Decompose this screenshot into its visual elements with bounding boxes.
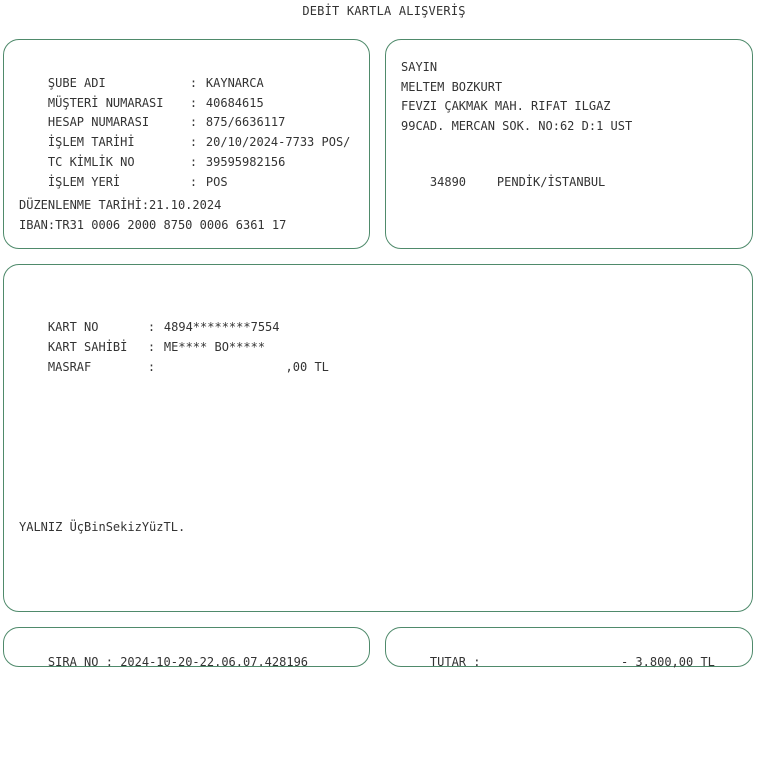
separator: : (147, 320, 156, 334)
iban: IBAN:TR31 0006 2000 8750 0006 6361 17 (19, 218, 287, 232)
account-number-value: 875/6636117 (205, 115, 286, 129)
separator: : (189, 96, 198, 110)
separator: : (189, 175, 198, 189)
separator: : (147, 360, 156, 374)
postal-code: 34890 (429, 175, 467, 189)
separator: : (189, 115, 198, 129)
separator: : (105, 655, 113, 669)
separator: : (189, 155, 198, 169)
document-title: DEBİT KARTLA ALIŞVERİŞ (302, 4, 466, 18)
transaction-place-label: İŞLEM YERİ (47, 175, 121, 189)
sequence-box (3, 627, 370, 667)
issue-date: DÜZENLENME TARİHİ:21.10.2024 (19, 198, 222, 212)
sequence-row (19, 638, 309, 669)
total-value: - 3.800,00 TL (620, 655, 715, 669)
tc-id-value: 39595982156 (205, 155, 286, 169)
total-row (401, 638, 715, 669)
branch-row (19, 138, 286, 169)
separator: : (189, 135, 198, 149)
customer-name: MELTEM BOZKURT (401, 80, 503, 94)
fee-label: MASRAF (47, 360, 92, 374)
branch-name-label: ŞUBE ADI (47, 76, 106, 90)
card-number-value: 4894********7554 (163, 320, 280, 334)
account-info-box (3, 39, 370, 249)
address-box (385, 39, 753, 249)
account-number-label: HESAP NUMARASI (47, 115, 150, 129)
card-number-label: KART NO (47, 320, 99, 334)
tc-id-label: TC KİMLİK NO (47, 155, 135, 169)
customer-number-label: MÜŞTERİ NUMARASI (47, 96, 164, 110)
fee-value: ,00 TL (285, 360, 329, 374)
transaction-date-value: 20/10/2024-7733 POS/ (205, 135, 351, 149)
branch-name-value: KAYNARCA (205, 76, 264, 90)
postal-city-row (401, 158, 606, 189)
total-box (385, 627, 753, 667)
card-holder-label: KART SAHİBİ (47, 340, 128, 354)
card-holder-value: ME**** BO***** (163, 340, 266, 354)
card-row (19, 323, 266, 354)
city: PENDİK/İSTANBUL (496, 175, 606, 189)
separator: : (147, 340, 156, 354)
card-row (19, 303, 280, 334)
separator: : (189, 76, 198, 90)
salutation: SAYIN (401, 60, 438, 74)
branch-row (19, 158, 228, 189)
branch-row (19, 79, 264, 110)
transaction-date-label: İŞLEM TARİHİ (47, 135, 135, 149)
branch-row (19, 118, 351, 149)
fee-row (19, 343, 329, 374)
address-line-1: FEVZI ÇAKMAK MAH. RIFAT ILGAZ (401, 99, 611, 113)
sequence-label: SIRA NO (47, 655, 99, 669)
branch-row (19, 98, 286, 129)
card-details-box (3, 264, 753, 612)
branch-row (19, 59, 264, 90)
total-label: TUTAR : (429, 655, 481, 669)
sequence-value: 2024-10-20-22.06.07.428196 (120, 655, 309, 669)
amount-in-words: YALNIZ ÜçBinSekizYüzTL. (19, 520, 186, 534)
transaction-place-value: POS (205, 175, 228, 189)
address-line-2: 99CAD. MERCAN SOK. NO:62 D:1 UST (401, 119, 633, 133)
customer-number-value: 40684615 (205, 96, 264, 110)
